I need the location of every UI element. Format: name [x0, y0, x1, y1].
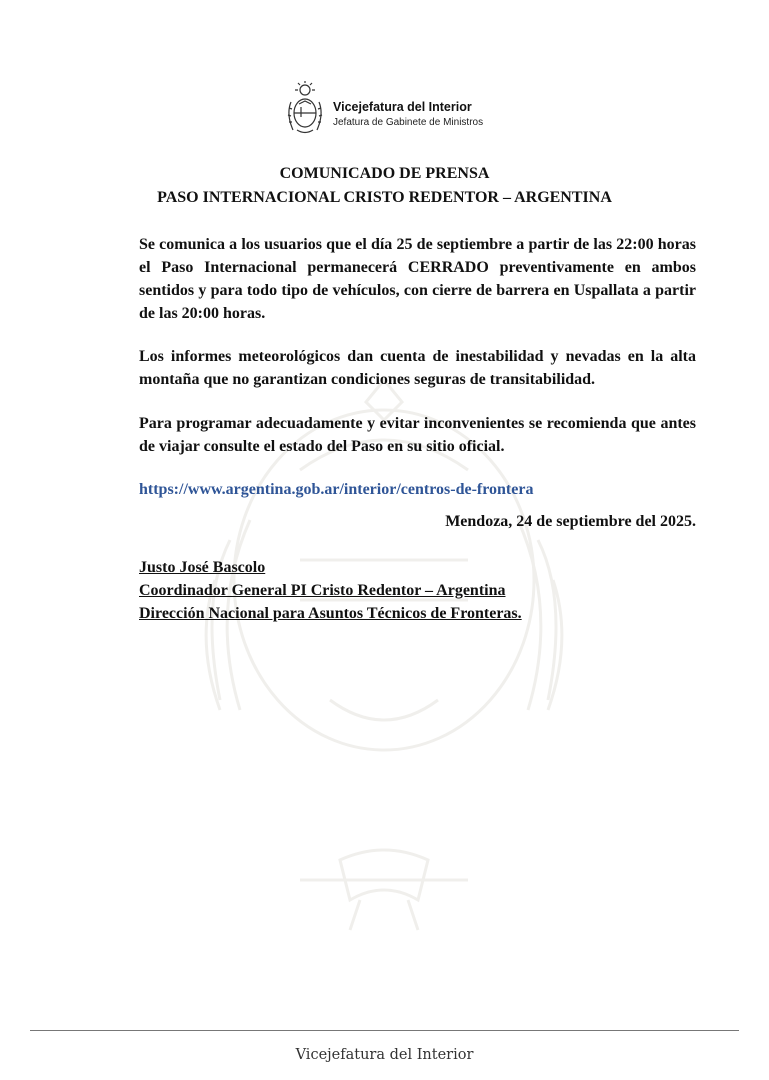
- official-site-link[interactable]: https://www.argentina.gob.ar/interior/centros-de-frontera: [139, 481, 534, 498]
- argentine-coat-of-arms-icon: [285, 80, 325, 136]
- place-and-date: Mendoza, 24 de septiembre del 2025.: [445, 513, 696, 530]
- document-title: COMUNICADO DE PRENSA: [279, 165, 490, 182]
- document-subtitle: PASO INTERNACIONAL CRISTO REDENTOR – ARGENTINA: [157, 189, 612, 206]
- org-name: Vicejefatura del Interior: [333, 100, 472, 114]
- paragraph-recommendation: Para programar adecuadamente y evitar inconvenientes se recomienda que antes de viajar consulte el estado del Paso en su sitio oficial.: [139, 415, 696, 455]
- signatory-role: Coordinador General PI Cristo Redentor – Argentina: [139, 582, 506, 599]
- footer-text: Vicejefatura del Interior: [295, 1047, 474, 1063]
- paragraph-closure-notice: Se comunica a los usuarios que el día 25 de septiembre a partir de las 22:00 horas el Paso Internacional permanecerá CERRADO preventivamente en ambos sentidos y para todo tipo de vehículos, con cierre de barrera en Uspallata a partir de las 20:00 horas.: [139, 236, 696, 322]
- letterhead: [285, 80, 545, 138]
- paragraph-weather: Los informes meteorológicos dan cuenta de inestabilidad y nevadas en la alta montaña que no garantizan condiciones seguras de transitabilidad.: [139, 348, 696, 388]
- footer-divider: [30, 1030, 739, 1031]
- signatory-name: Justo José Bascolo: [139, 559, 266, 576]
- signatory-department: Dirección Nacional para Asuntos Técnicos de Fronteras.: [139, 605, 522, 622]
- org-subtitle: Jefatura de Gabinete de Ministros: [333, 117, 484, 128]
